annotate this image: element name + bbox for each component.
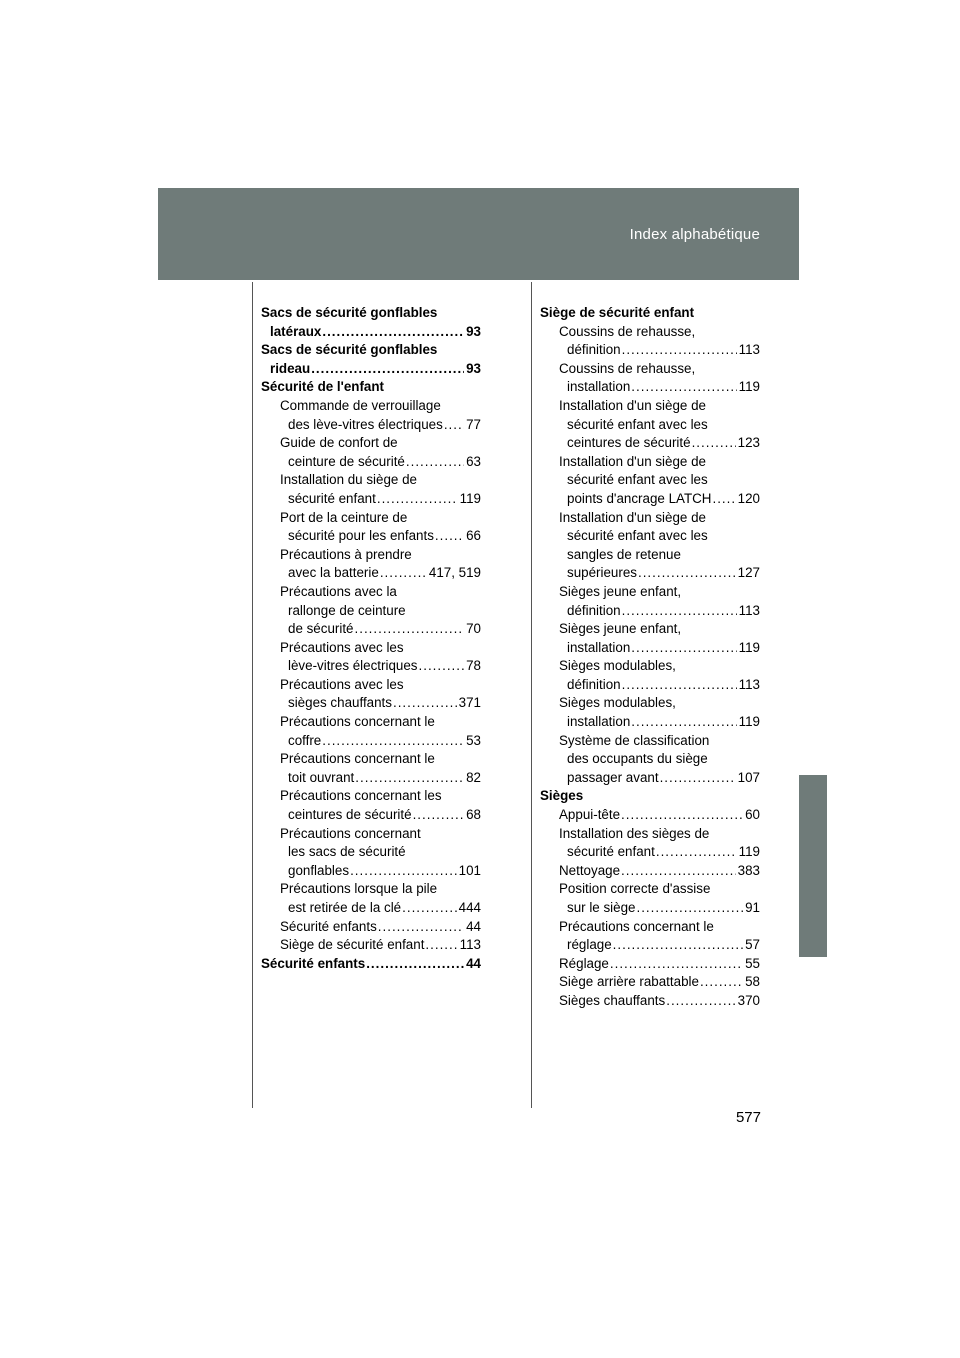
index-entry-text: Coussins de rehausse, <box>559 323 696 339</box>
index-entry-text: Sièges <box>540 788 584 804</box>
index-entry <box>540 490 760 509</box>
index-entry <box>261 434 481 453</box>
index-entry <box>261 862 481 881</box>
index-entry-text: Réglage <box>559 955 609 971</box>
dot-leader <box>435 527 464 546</box>
middle-column-rule <box>531 282 532 1108</box>
index-entry-text: Précautions concernant le <box>280 751 435 767</box>
dot-leader <box>621 862 736 881</box>
index-entry-page: 101 <box>458 862 481 878</box>
index-entry-text: Nettoyage <box>559 862 621 878</box>
index-entry <box>261 583 481 602</box>
index-entry-page: 417, 519 <box>428 565 481 581</box>
dot-leader <box>656 843 737 862</box>
index-entry-text: sécurité enfant <box>288 490 376 506</box>
index-entry-text: Précautions avec les <box>280 639 404 655</box>
index-entry-text: des lève-vitres électriques <box>288 416 443 432</box>
index-entry <box>540 620 760 639</box>
index-entry <box>261 341 481 360</box>
index-entry <box>540 787 760 806</box>
index-entry-text: sur le siège <box>567 900 636 915</box>
index-entry-text: Commande de verrouillage <box>280 397 441 413</box>
index-entry <box>261 918 481 937</box>
index-entry-text: Installation d'un siège de <box>559 509 706 525</box>
index-entry <box>261 509 481 528</box>
dot-leader <box>712 490 735 509</box>
dot-leader <box>444 416 464 435</box>
index-column-left <box>261 304 481 973</box>
dot-leader <box>413 806 465 825</box>
index-entry <box>261 750 481 769</box>
index-entry <box>540 862 760 881</box>
index-entry-text: Coussins de rehausse, <box>559 360 696 376</box>
index-entry <box>261 453 481 472</box>
index-entry <box>261 769 481 788</box>
index-entry-text: Sièges modulables, <box>559 658 676 674</box>
index-entry-text: coffre <box>288 732 322 748</box>
dot-leader <box>638 564 736 583</box>
index-entry-text: Installation des sièges de <box>559 825 710 841</box>
index-entry-page: 78 <box>466 658 481 674</box>
index-entry <box>540 918 760 937</box>
dot-leader <box>377 490 458 509</box>
index-entry <box>540 434 760 453</box>
index-entry-page: 113 <box>738 342 760 358</box>
index-entry-text: sécurité enfant <box>567 844 655 860</box>
index-entry-text: sécurité pour les enfants <box>288 528 434 544</box>
index-entry <box>540 806 760 825</box>
index-entry-text: Appui-tête <box>559 807 621 823</box>
index-entry-text: ceinture de sécurité <box>288 453 405 469</box>
dot-leader <box>631 378 736 397</box>
dot-leader <box>380 564 427 583</box>
dot-leader <box>622 676 737 695</box>
index-entry-text: latéraux <box>270 323 322 339</box>
index-entry-page: 113 <box>738 676 760 692</box>
index-entry-text: de sécurité <box>288 621 354 637</box>
index-entry-text: sécurité enfant avec les <box>567 528 708 544</box>
index-entry <box>540 378 760 397</box>
index-entry <box>540 880 760 899</box>
index-entry-text: sièges chauffants <box>288 695 392 711</box>
index-entry <box>261 732 481 751</box>
index-entry-text: Siège de sécurité enfant <box>280 937 425 953</box>
index-entry-page: 119 <box>459 490 481 506</box>
dot-leader <box>406 453 464 472</box>
index-entry <box>540 732 760 751</box>
index-entry-text: Sacs de sécurité gonflables <box>261 342 438 358</box>
index-entry-page: 119 <box>738 639 760 655</box>
index-entry <box>261 880 481 899</box>
dot-leader <box>378 918 464 937</box>
index-entry-page: 66 <box>466 528 481 544</box>
index-entry <box>261 657 481 676</box>
index-entry-text: Sécurité enfants <box>280 918 377 934</box>
index-entry-page: 93 <box>466 323 481 339</box>
index-entry <box>261 490 481 509</box>
index-entry-text: Système de classification <box>559 732 710 748</box>
index-entry <box>261 955 481 974</box>
index-entry-text: Sécurité de l'enfant <box>261 379 384 395</box>
dot-leader <box>355 620 465 639</box>
index-entry <box>261 304 481 323</box>
index-entry <box>540 602 760 621</box>
dot-leader <box>622 602 737 621</box>
index-entry-page: 370 <box>737 992 760 1008</box>
index-entry <box>261 602 481 621</box>
index-entry-text: installation <box>567 379 631 395</box>
index-entry <box>540 992 760 1011</box>
index-entry-text: Sièges jeune enfant, <box>559 621 682 637</box>
index-entry-page: 44 <box>466 918 481 934</box>
index-entry <box>540 509 760 528</box>
index-entry <box>261 360 481 379</box>
index-entry <box>540 843 760 862</box>
index-entry <box>261 546 481 565</box>
index-entry-text: supérieures <box>567 565 637 581</box>
index-entry-page: 55 <box>745 955 760 971</box>
section-thumb-tab <box>799 775 827 957</box>
index-entry-page: 77 <box>466 416 481 432</box>
index-entry-text: Guide de confort de <box>280 435 398 451</box>
dot-leader <box>636 899 743 918</box>
index-entry <box>540 471 760 490</box>
index-entry-text: Installation d'un siège de <box>559 397 706 413</box>
index-entry-page: 123 <box>737 435 760 451</box>
index-entry-text: avec la batterie <box>288 565 379 581</box>
index-entry-text: Précautions avec la <box>280 583 397 599</box>
index-entry <box>540 546 760 565</box>
index-entry-page: 60 <box>745 807 760 823</box>
index-entry-text: Installation d'un siège de <box>559 453 706 469</box>
dot-leader <box>631 713 736 732</box>
dot-leader <box>402 899 457 918</box>
dot-leader <box>610 955 743 974</box>
index-entry-page: 70 <box>466 621 481 637</box>
index-entry <box>540 323 760 342</box>
index-entry-page: 120 <box>737 490 760 506</box>
dot-leader <box>692 434 736 453</box>
index-entry-page: 113 <box>459 937 481 953</box>
index-entry-text: Précautions concernant <box>280 825 421 841</box>
index-entry <box>261 564 481 583</box>
index-entry-text: Précautions concernant le <box>280 714 435 730</box>
index-entry-text: lève-vitres électriques <box>288 658 418 674</box>
index-entry <box>261 323 481 342</box>
dot-leader <box>322 323 464 342</box>
index-entry-page: 63 <box>466 453 481 469</box>
index-entry <box>261 899 481 918</box>
index-entry <box>540 527 760 546</box>
dot-leader <box>425 936 457 955</box>
index-entry-page: 383 <box>737 862 760 878</box>
index-entry <box>261 378 481 397</box>
index-entry <box>540 955 760 974</box>
index-entry <box>261 416 481 435</box>
index-entry-text: Installation du siège de <box>280 472 417 488</box>
index-entry-text: Précautions concernant le <box>559 918 714 934</box>
index-entry <box>261 713 481 732</box>
index-entry <box>261 825 481 844</box>
header-band <box>158 188 799 280</box>
index-entry <box>261 936 481 955</box>
index-entry <box>540 360 760 379</box>
index-entry-text: les sacs de sécurité <box>288 844 406 860</box>
index-entry-text: points d'ancrage LATCH <box>567 490 712 506</box>
index-entry-text: installation <box>567 639 631 655</box>
index-entry-text: sangles de retenue <box>567 546 681 562</box>
dot-leader <box>660 769 736 788</box>
dot-leader <box>631 639 736 658</box>
index-entry-text: Port de la ceinture de <box>280 509 408 525</box>
index-entry-text: rallonge de ceinture <box>288 602 406 618</box>
index-entry <box>540 639 760 658</box>
index-entry-page: 82 <box>466 769 481 785</box>
index-column-right <box>540 304 760 1011</box>
dot-leader <box>419 657 465 676</box>
index-entry <box>540 694 760 713</box>
index-entry <box>540 713 760 732</box>
index-entry <box>261 787 481 806</box>
index-entry <box>540 453 760 472</box>
index-entry-text: Position correcte d'assise <box>559 881 711 897</box>
index-entry-text: Sièges chauffants <box>559 992 666 1008</box>
index-entry-text: définition <box>567 602 621 618</box>
index-entry-page: 68 <box>466 807 481 823</box>
index-entry-page: 113 <box>738 602 760 618</box>
dot-leader <box>355 769 464 788</box>
index-entry <box>540 899 760 918</box>
index-entry-text: toit ouvrant <box>288 769 355 785</box>
index-entry-text: ceintures de sécurité <box>567 435 691 451</box>
index-entry <box>261 676 481 695</box>
dot-leader <box>311 360 464 379</box>
index-entry-text: sécurité enfant avec les <box>567 416 708 432</box>
index-entry-page: 119 <box>738 844 760 860</box>
index-entry-page: 107 <box>737 769 760 785</box>
index-entry-text: rideau <box>270 360 311 376</box>
dot-leader <box>700 973 743 992</box>
dot-leader <box>322 732 464 751</box>
index-entry-text: Siège de sécurité enfant <box>540 305 695 320</box>
index-entry-page: 127 <box>737 565 760 581</box>
index-entry <box>540 397 760 416</box>
index-entry-page: 58 <box>745 974 760 990</box>
index-entry <box>540 769 760 788</box>
dot-leader <box>621 806 743 825</box>
index-entry-text: réglage <box>567 937 612 953</box>
index-entry <box>540 973 760 992</box>
dot-leader <box>350 862 457 881</box>
index-entry-text: ceintures de sécurité <box>288 807 412 823</box>
index-entry-text: Sécurité enfants <box>261 955 366 971</box>
index-entry-text: définition <box>567 342 621 358</box>
index-entry-text: des occupants du siège <box>567 751 708 767</box>
left-column-rule <box>252 282 253 1108</box>
index-entry <box>540 341 760 360</box>
dot-leader <box>622 341 737 360</box>
page-number: 577 <box>735 1109 761 1126</box>
index-entry-page: 444 <box>458 900 481 915</box>
index-entry <box>261 471 481 490</box>
index-entry-page: 93 <box>466 360 481 376</box>
index-entry-text: Précautions lorsque la pile <box>280 881 438 897</box>
index-entry-text: Précautions à prendre <box>280 546 412 562</box>
index-entry <box>261 806 481 825</box>
index-entry-text: Précautions avec les <box>280 676 404 692</box>
index-entry-text: gonflables <box>288 862 350 878</box>
index-entry <box>261 620 481 639</box>
dot-leader <box>366 955 464 974</box>
index-entry-text: définition <box>567 676 621 692</box>
index-entry-page: 119 <box>738 379 760 395</box>
index-entry-page: 44 <box>466 955 481 971</box>
index-entry <box>540 936 760 955</box>
index-entry-text: installation <box>567 714 631 730</box>
index-entry <box>540 825 760 844</box>
index-entry <box>540 676 760 695</box>
index-entry-text: Siège arrière rabattable <box>559 974 699 990</box>
dot-leader <box>393 694 457 713</box>
index-entry-page: 53 <box>466 732 481 748</box>
index-entry <box>261 694 481 713</box>
index-entry <box>261 843 481 862</box>
index-entry <box>540 583 760 602</box>
index-entry-text: est retirée de la clé <box>288 900 402 915</box>
dot-leader <box>666 992 735 1011</box>
page-title: Index alphabétique <box>629 226 760 243</box>
index-entry-page: 119 <box>738 714 760 730</box>
index-entry-page: 371 <box>458 695 481 711</box>
index-entry <box>540 304 760 323</box>
index-entry <box>261 639 481 658</box>
index-entry-text: Sacs de sécurité gonflables <box>261 305 438 320</box>
index-entry <box>261 527 481 546</box>
dot-leader <box>613 936 743 955</box>
index-entry <box>540 750 760 769</box>
index-entry-page: 57 <box>745 937 760 953</box>
index-entry-text: Sièges jeune enfant, <box>559 583 682 599</box>
index-entry-page: 91 <box>745 900 760 915</box>
index-entry-text: Précautions concernant les <box>280 788 442 804</box>
index-entry-text: passager avant <box>567 769 659 785</box>
index-entry <box>540 416 760 435</box>
index-entry-text: sécurité enfant avec les <box>567 472 708 488</box>
index-entry <box>540 657 760 676</box>
index-entry-text: Sièges modulables, <box>559 695 676 711</box>
index-entry <box>261 397 481 416</box>
index-entry <box>540 564 760 583</box>
